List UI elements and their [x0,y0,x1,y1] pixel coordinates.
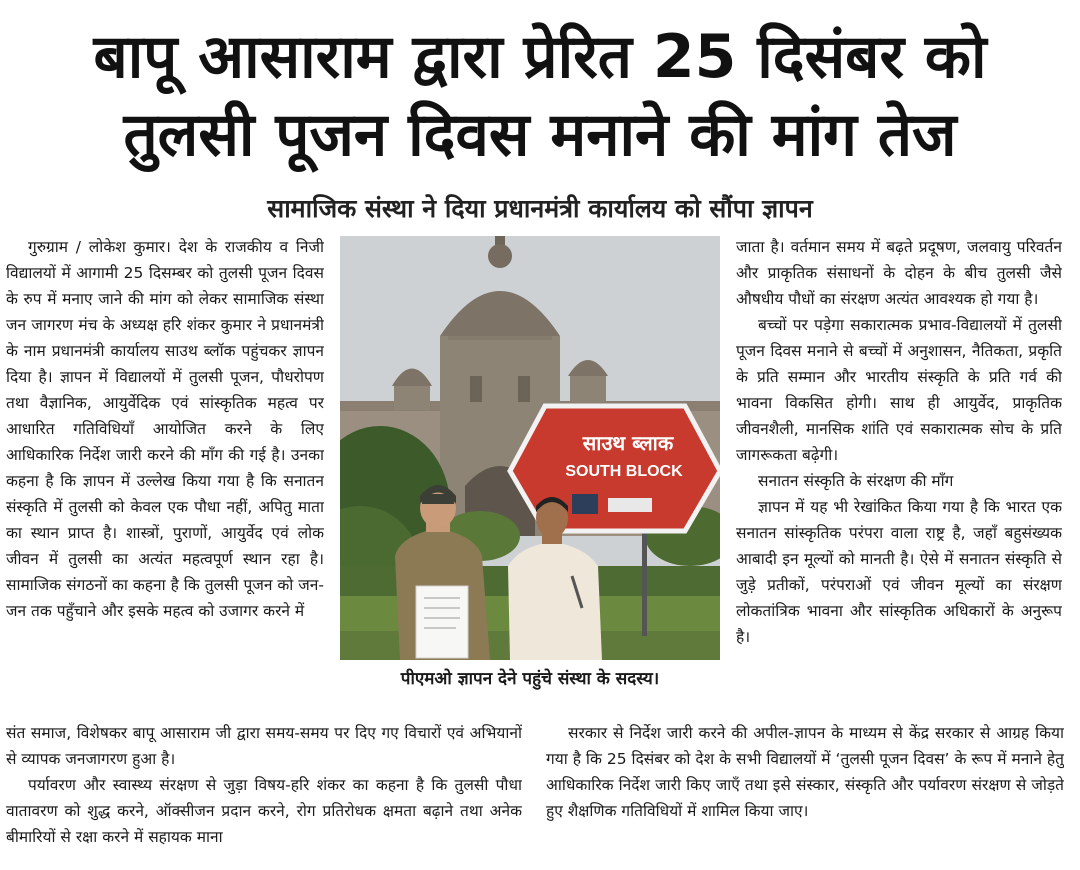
news-photo [340,236,720,660]
article-paragraph: ज्ञापन में यह भी रेखांकित किया गया है कि भारत एक सनातन सांस्कृतिक परंपरा वाला राष्ट्र है, जहाँ बहुसंख्यक आबादी इन मूल्यों को मानती है। ऐसे में सनातन संस्कृति से जुड़े प्रतीकों, परंपराओं एवं जीवन मूल्यों का संरक्षण लोकतांत्रिक भावना और सांस्कृतिक अधिकारों के अनुरूप है। [736,498,1062,646]
section-subheading: सनातन संस्कृति के संरक्षण की माँग [758,472,954,490]
headline-line-1: बापू आसाराम द्वारा प्रेरित 25 दिसंबर को [93,22,987,92]
left-column [6,234,324,714]
bottom-left-column [6,720,522,860]
article-paragraph: गुरुग्राम / लोकेश कुमार। देश के राजकीय व निजी विद्यालयों में आगामी 25 दिसम्बर को तुलसी पूजन दिवस के रुप में मनाए जाने की मांग को लेकर सामाजिक संस्था जन जागरण मंच के अध्यक्ष हरि शंकर कुमार ने प्रधानमंत्री के नाम प्रधानमंत्री कार्यालय साउथ ब्लॉक पहुंचकर ज्ञापन दिया है। ज्ञापन में विद्यालयों में तुलसी पूजन, पौधरोपण तथा वैज्ञानिक, आयुर्वेदिक एवं सांस्कृतिक महत्व पर आधारित गतिविधियाँ आयोजित करने के लिए आधिकारिक निर्देश जारी करने की माँग की गई है। उनका कहना है कि ज्ञापन में उल्लेख किया गया है कि सनातन संस्कृति में तुलसी को केवल एक पौधा नहीं, अपितु माता का स्थान प्राप्त है। शास्त्रों, पुराणों, आयुर्वेद एवं लोक जीवन में तुलसी का अत्यंत महत्वपूर्ण स्थान रहा है। सामाजिक संगठनों का कहना है कि तुलसी पूजन को जन-जन तक पहुँचाने और इसके महत्व को उजागर करने में [6,238,324,620]
sign-text-hindi: साउथ ब्लाक [582,431,674,455]
subheadline: सामाजिक संस्था ने दिया प्रधानमंत्री कार्यालय को सौंपा ज्ञापन [267,194,813,223]
bottom-right-column [546,720,1064,860]
headline-line-2: तुलसी पूजन दिवस मनाने की मांग तेज [123,100,957,170]
sign-text-english: SOUTH BLOCK [565,463,683,480]
headline [20,18,1060,174]
article-paragraph: संत समाज, विशेषकर बापू आसाराम जी द्वारा समय-समय पर दिए गए विचारों एवं अभियानों से व्यापक जनजागरण हुआ है। [6,724,522,768]
right-column [736,234,1062,720]
photo-caption: पीएमओ ज्ञापन देने पहुंचे संस्था के सदस्य। [400,669,660,689]
article-paragraph: सरकार से निर्देश जारी करने की अपील-ज्ञापन के माध्यम से केंद्र सरकार से आग्रह किया गया है कि 25 दिसंबर को देश के सभी विद्यालयों में ‘तुलसी पूजन दिवस’ के रूप में मनाने हेतु आधिकारिक निर्देश जारी किए जाएँ तथा इसे संस्कार, संस्कृति और पर्यावरण संरक्षण से जोड़ते हुए शैक्षणिक गतिविधियों में शामिल किया जाए। [546,724,1064,820]
article-paragraph: पर्यावरण और स्वास्थ्य संरक्षण से जुड़ा विषय-हरि शंकर का कहना है कि तुलसी पौधा वातावरण को शुद्ध करने, ऑक्सीजन प्रदान करने, रोग प्रतिरोधक क्षमता बढ़ाने तथा अनेक बीमारियों से रक्षा करने में सहायक माना [6,776,522,846]
article-paragraph: जाता है। वर्तमान समय में बढ़ते प्रदूषण, जलवायु परिवर्तन और प्राकृतिक संसाधनों के दोहन के बीच तुलसी जैसे औषधीय पौधों का संरक्षण अत्यंत आवश्यक हो गया है। [736,238,1062,308]
article-paragraph: बच्चों पर पड़ेगा सकारात्मक प्रभाव-विद्यालयों में तुलसी पूजन दिवस मनाने से बच्चों में अनुशासन, नैतिकता, प्रकृति के प्रति सम्मान और भारतीय संस्कृति के प्रति गर्व की भावना विकसित होगी। साथ ही आयुर्वेद, प्राकृतिक जीवनशैली, मानसिक शांति एवं सकारात्मक सोच के प्रति जागरूकता बढ़ेगी। [736,316,1062,464]
